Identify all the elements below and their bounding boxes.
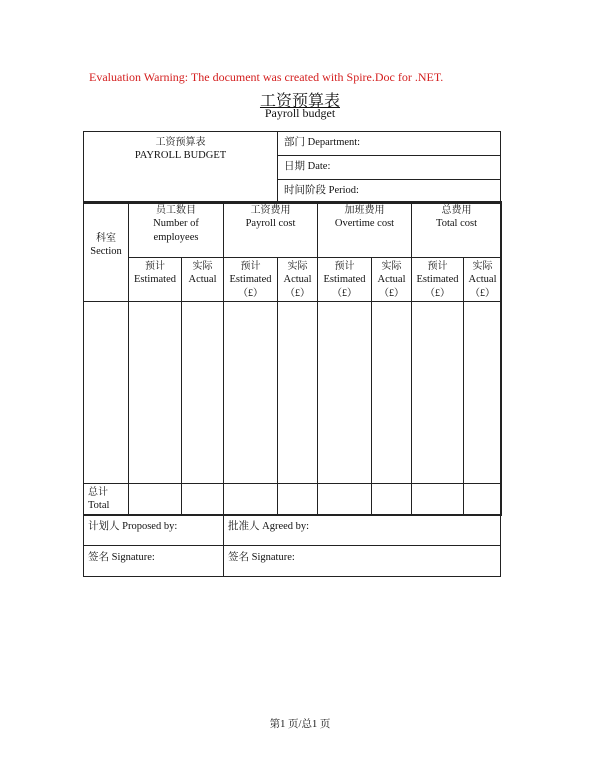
total-cn: 总计 [88, 487, 108, 498]
total-cell[interactable] [224, 484, 278, 516]
proposed-by-label: 计划人 Proposed by: [88, 521, 178, 532]
actual-cn: 实际 [192, 261, 213, 272]
payroll-estimated-header [224, 258, 278, 302]
total-row-label [84, 484, 129, 516]
total-cell[interactable] [278, 484, 318, 516]
agreed-by-field[interactable] [224, 515, 501, 546]
group-en: Payroll cost [245, 218, 296, 229]
estimated-en: Estimated [323, 274, 366, 285]
section-entry-cell[interactable] [84, 302, 129, 484]
header-left-cell [84, 132, 278, 204]
department-field[interactable] [278, 132, 501, 156]
entry-cell[interactable] [372, 302, 412, 484]
document-title: 工资预算表 [259, 91, 340, 110]
group-header-payroll [224, 202, 318, 258]
group-cn: 加班费用 [344, 205, 385, 216]
entry-cell[interactable] [129, 302, 182, 484]
overtime-estimated-header [318, 258, 372, 302]
overtime-actual-header [372, 258, 412, 302]
evaluation-warning: Evaluation Warning: The document was created with Spire.Doc for .NET. [89, 70, 444, 84]
actual-en: Actual [188, 274, 217, 285]
total-cell[interactable] [318, 484, 372, 516]
currency-label: （£） [238, 288, 263, 299]
data-entry-row [84, 302, 502, 484]
date-label: 日期 Date: [284, 161, 331, 172]
total-cell[interactable] [464, 484, 502, 516]
group-header-total [412, 202, 502, 258]
section-header [84, 202, 129, 302]
entry-cell[interactable] [464, 302, 502, 484]
group-en-2: employees [153, 232, 199, 243]
budget-grid [83, 202, 501, 516]
signature-left-label: 签名 Signature: [88, 552, 155, 563]
proposed-by-field[interactable] [84, 515, 224, 546]
document-subtitle: Payroll budget [264, 106, 336, 120]
section-en: Section [90, 246, 122, 257]
estimated-cn: 预计 [240, 261, 261, 272]
entry-cell[interactable] [224, 302, 278, 484]
header-left-cn: 工资预算表 [155, 137, 206, 148]
group-cn: 工资费用 [250, 205, 291, 216]
period-field[interactable] [278, 180, 501, 204]
total-en: Total [88, 500, 110, 511]
estimated-en: Estimated [416, 274, 459, 285]
agreed-by-label: 批准人 Agreed by: [228, 521, 310, 532]
group-cn: 员工数目 [156, 205, 196, 216]
actual-en: Actual [468, 274, 497, 285]
actual-en: Actual [377, 274, 406, 285]
signature-left-field[interactable] [84, 546, 224, 577]
estimated-en: Estimated [134, 274, 176, 285]
actual-cn: 实际 [381, 261, 402, 272]
entry-cell[interactable] [182, 302, 224, 484]
entry-cell[interactable] [278, 302, 318, 484]
currency-label: （£） [285, 288, 310, 299]
group-header-employees [129, 202, 224, 258]
total-cell[interactable] [182, 484, 224, 516]
date-field[interactable] [278, 156, 501, 180]
period-label: 时间阶段 Period: [284, 185, 359, 196]
total-actual-header [464, 258, 502, 302]
estimated-cn: 预计 [334, 261, 355, 272]
estimated-cn: 预计 [427, 261, 448, 272]
group-en: Total cost [436, 218, 477, 229]
signature-right-label: 签名 Signature: [228, 552, 295, 563]
entry-cell[interactable] [412, 302, 464, 484]
actual-cn: 实际 [287, 261, 308, 272]
currency-label: （£） [379, 288, 404, 299]
approval-block [83, 515, 501, 577]
header-left-en: PAYROLL BUDGET [134, 150, 227, 161]
estimated-en: Estimated [229, 274, 272, 285]
estimated-cn: 预计 [145, 261, 165, 272]
signature-right-field[interactable] [224, 546, 501, 577]
total-cell[interactable] [129, 484, 182, 516]
section-cn: 科室 [96, 233, 116, 244]
page-number: 第1 页/总1 页 [269, 719, 331, 730]
group-header-overtime [318, 202, 412, 258]
group-en: Number of [153, 218, 199, 229]
total-estimated-header [412, 258, 464, 302]
total-cell[interactable] [372, 484, 412, 516]
budget-header-block [83, 131, 501, 203]
currency-label: （£） [425, 288, 451, 299]
employees-estimated-header [129, 258, 182, 302]
payroll-actual-header [278, 258, 318, 302]
entry-cell[interactable] [318, 302, 372, 484]
group-en: Overtime cost [334, 218, 395, 229]
currency-label: （£） [470, 288, 496, 299]
total-cell[interactable] [412, 484, 464, 516]
actual-en: Actual [283, 274, 312, 285]
employees-actual-header [182, 258, 224, 302]
currency-label: （£） [332, 288, 357, 299]
department-label: 部门 Department: [284, 137, 361, 148]
group-cn: 总费用 [441, 205, 472, 216]
total-row [84, 484, 502, 516]
actual-cn: 实际 [472, 261, 493, 272]
